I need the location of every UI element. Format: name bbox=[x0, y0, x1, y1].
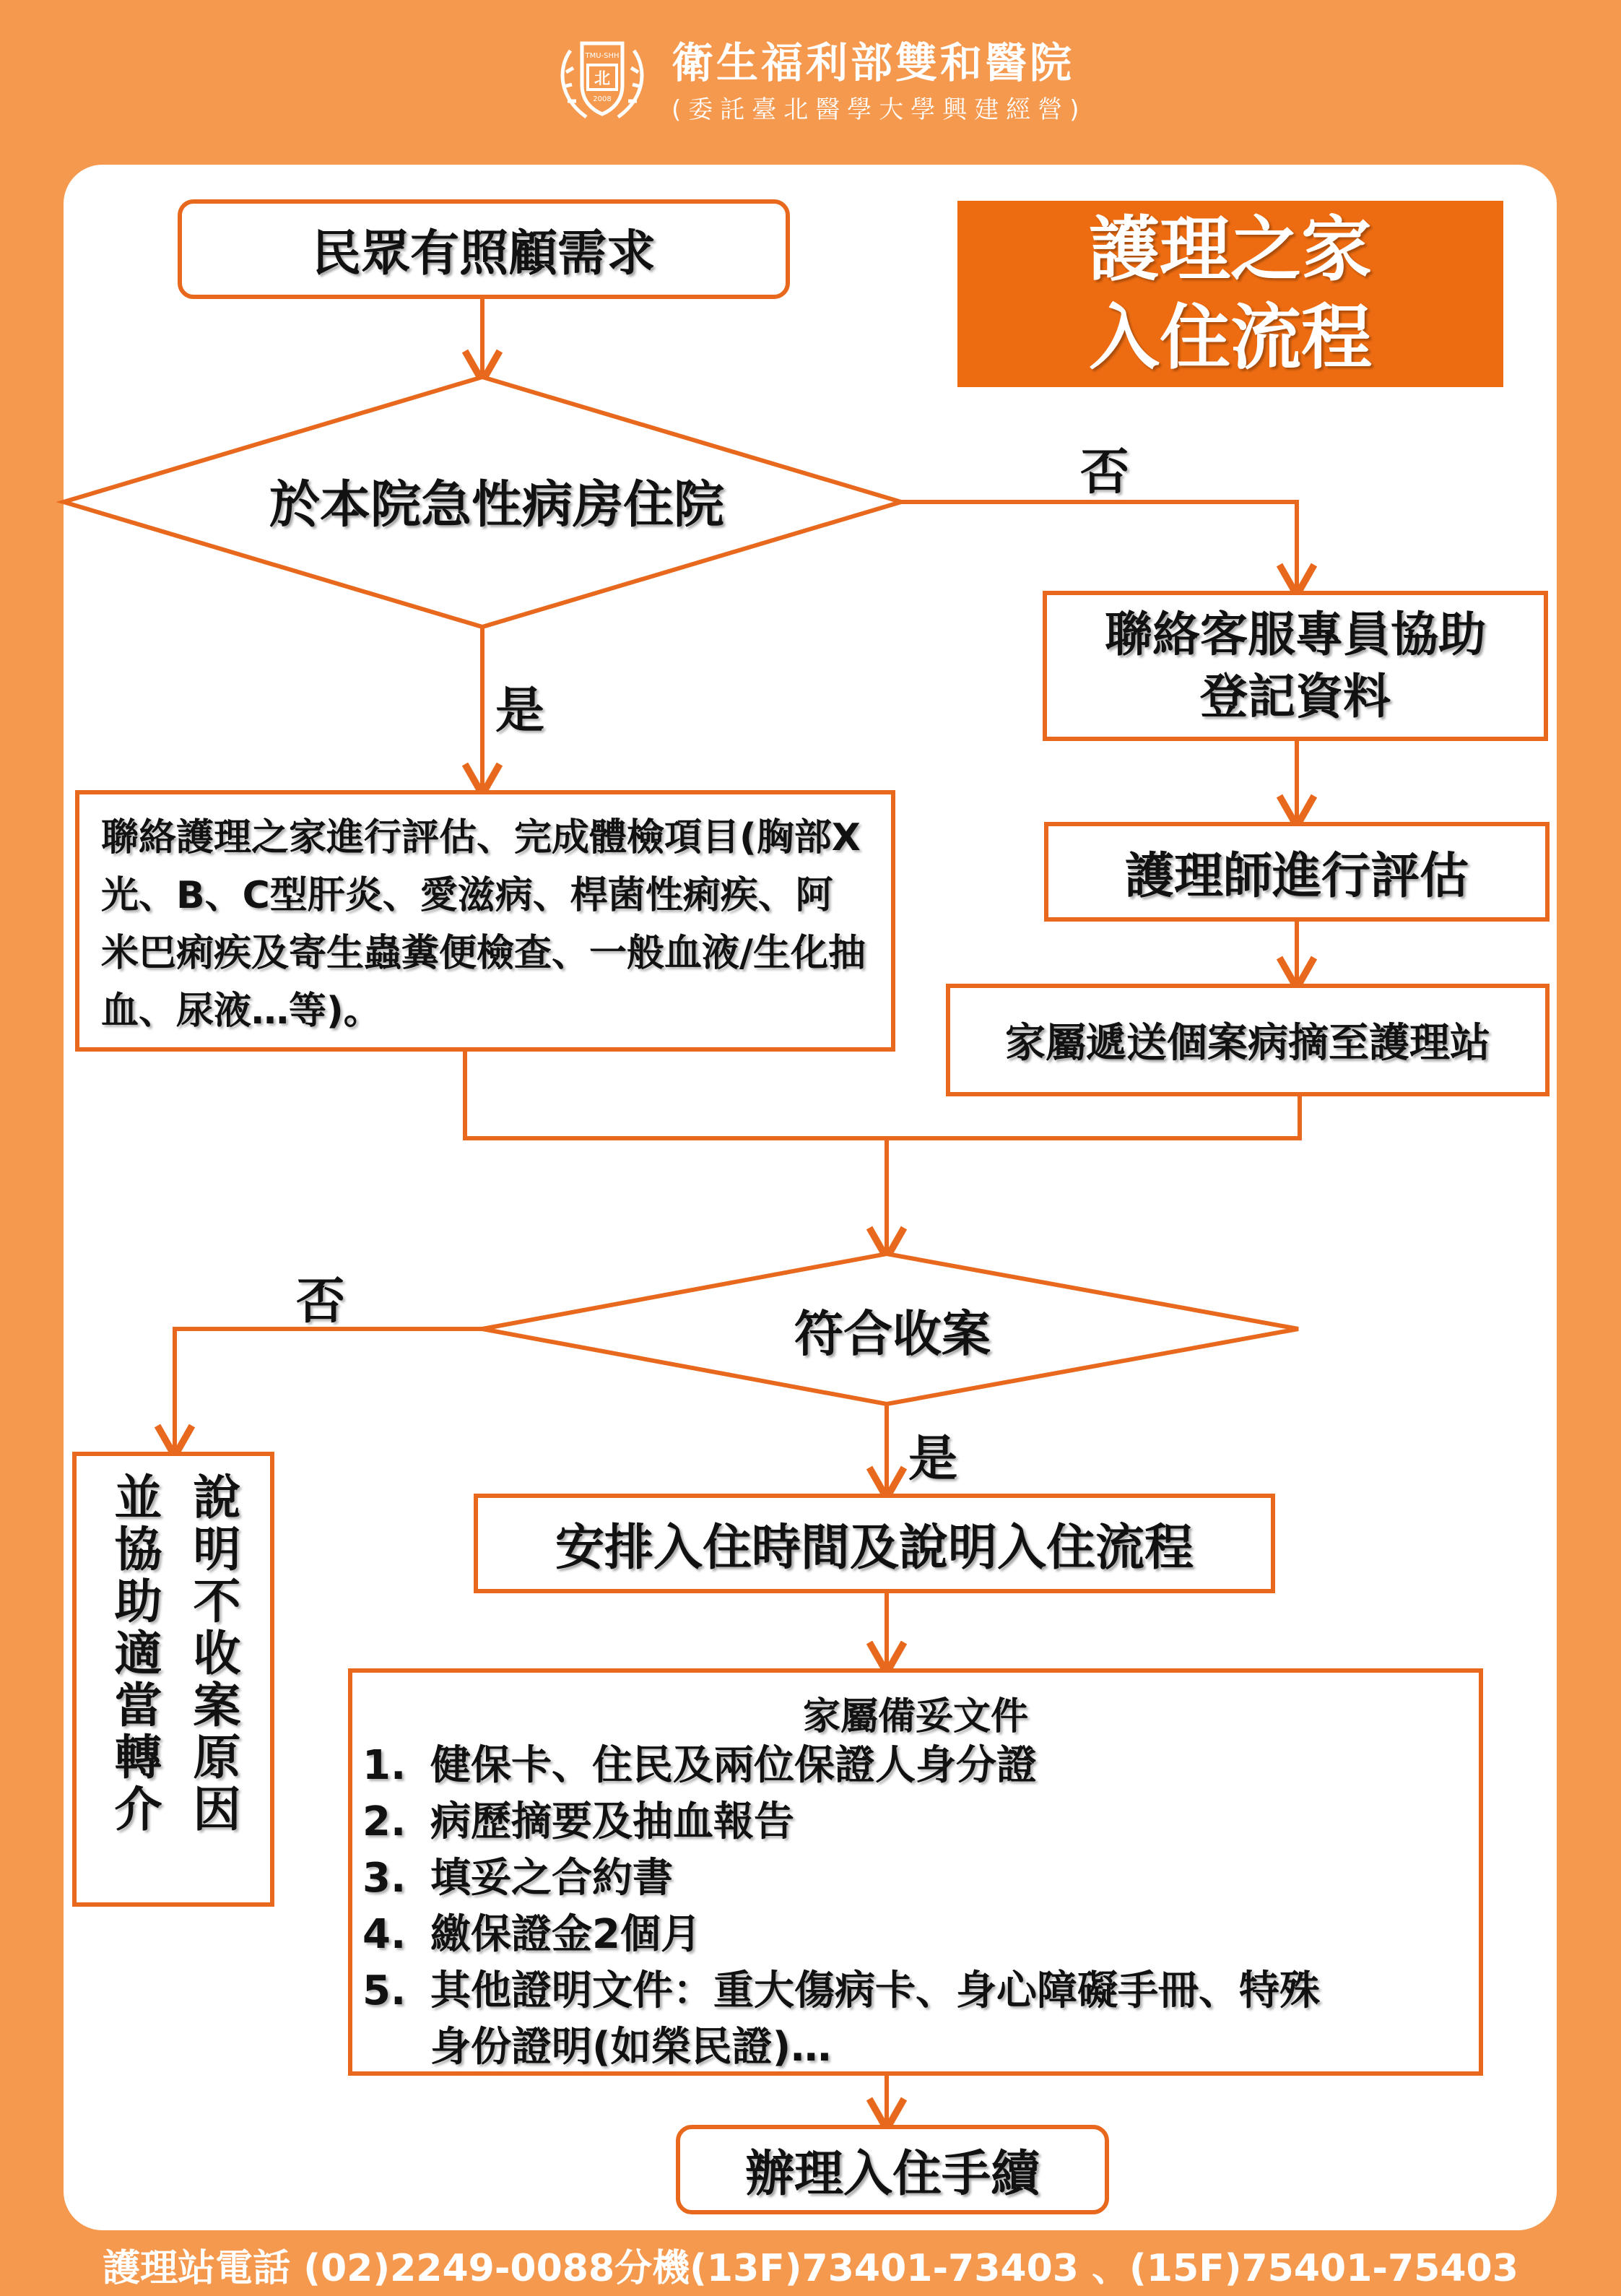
document-number: 3. bbox=[362, 1855, 407, 1902]
finish-box: 辦理入住手續 bbox=[676, 2125, 1109, 2214]
contact-service-line2: 登記資料 bbox=[1200, 669, 1391, 724]
documents-list bbox=[362, 1738, 1472, 2076]
label-no-1: 否 bbox=[1080, 444, 1130, 501]
document-text: 身份證明(如榮民證)… bbox=[430, 2024, 832, 2071]
reject-col2: 並協助適當轉介 bbox=[106, 1472, 162, 1836]
hospital-name: 衛生福利部雙和醫院 bbox=[672, 38, 1075, 87]
document-item bbox=[362, 2019, 1472, 2076]
title-banner bbox=[957, 201, 1503, 387]
label-no-2: 否 bbox=[296, 1273, 346, 1330]
document-item bbox=[362, 1850, 1472, 1907]
start-box: 民眾有照顧需求 bbox=[178, 199, 790, 299]
document-text: 健保卡、住民及兩位保證人身分證 bbox=[430, 1742, 1037, 1789]
hospital-subtitle: (委託臺北醫學大學興建經營) bbox=[672, 95, 1087, 124]
document-item bbox=[362, 1794, 1472, 1850]
contact-service-box bbox=[1043, 591, 1548, 741]
reject-box bbox=[72, 1452, 274, 1907]
arrange-box: 安排入住時間及說明入住流程 bbox=[474, 1494, 1275, 1593]
document-item bbox=[362, 1907, 1472, 1963]
logo-letters: TMU-SHH bbox=[585, 52, 620, 60]
documents-box bbox=[348, 1668, 1483, 2076]
footer-phone: 護理站電話 (02)2249-0088分機(13F)73401-73403 、(15F)75401-75403 bbox=[103, 2247, 1518, 2290]
arrow-decision1-no bbox=[901, 502, 1297, 591]
title-line2: 入住流程 bbox=[1088, 297, 1372, 379]
merge-left bbox=[465, 1052, 887, 1138]
svg-text:北: 北 bbox=[594, 70, 611, 88]
label-yes-1: 是 bbox=[495, 683, 545, 740]
contact-home-box: 聯絡護理之家進行評估、完成體檢項目(胸部X光、B、C型肝炎、愛滋病、桿菌性痢疾、阿米巴痢疾及寄生蟲糞便檢查、一般血液/生化抽血、尿液…等)。 bbox=[75, 790, 895, 1052]
document-item bbox=[362, 1738, 1472, 1794]
document-number bbox=[362, 2019, 430, 2076]
contact-service-line1: 聯絡客服專員協助 bbox=[1105, 607, 1486, 662]
reject-col1: 說明不收案原因 bbox=[185, 1472, 240, 1836]
document-number: 2. bbox=[362, 1798, 407, 1845]
merge-right bbox=[887, 1096, 1300, 1138]
decision2-text: 符合收案 bbox=[794, 1306, 991, 1364]
document-text: 填妥之合約書 bbox=[430, 1855, 673, 1902]
documents-title: 家屬備妥文件 bbox=[802, 1695, 1028, 1738]
decision1-text: 於本院急性病房住院 bbox=[269, 475, 724, 534]
label-yes-2: 是 bbox=[908, 1431, 958, 1488]
title-line1: 護理之家 bbox=[1088, 209, 1372, 291]
logo-year: 2008 bbox=[593, 95, 612, 103]
document-number: 5. bbox=[362, 1967, 407, 2014]
arrow-decision2-no bbox=[175, 1329, 482, 1452]
document-text: 繳保證金2個月 bbox=[430, 1911, 701, 1958]
document-text: 病歷摘要及抽血報告 bbox=[430, 1798, 794, 1845]
nurse-assess-box: 護理師進行評估 bbox=[1044, 822, 1550, 922]
send-records-box: 家屬遞送個案病摘至護理站 bbox=[946, 984, 1550, 1096]
document-item bbox=[362, 1963, 1472, 2019]
document-text: 其他證明文件：重大傷病卡、身心障礙手冊、特殊 bbox=[430, 1967, 1320, 2014]
document-number: 1. bbox=[362, 1742, 407, 1789]
document-number: 4. bbox=[362, 1911, 407, 1958]
